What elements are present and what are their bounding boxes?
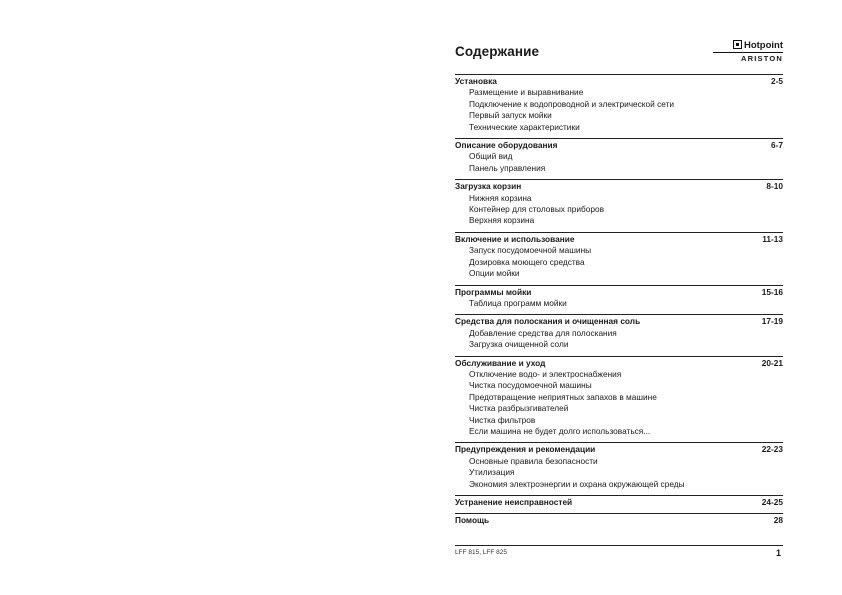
- toc-subitem[interactable]: Первый запуск мойки: [469, 110, 552, 121]
- toc-subitem[interactable]: Контейнер для столовых приборов: [469, 204, 604, 215]
- logo-wordmark: [705, 40, 783, 51]
- toc-section-title: Установка: [455, 76, 497, 86]
- toc-subitem[interactable]: Отключение водо- и электроснабжения: [469, 368, 622, 379]
- toc-section-title: Загрузка корзин: [455, 181, 522, 192]
- toc-section-pages: 11-13: [762, 233, 783, 244]
- toc-section: [455, 356, 783, 438]
- toc-section-title: Программы мойки: [455, 286, 532, 297]
- toc-section-header[interactable]: [455, 181, 783, 192]
- toc-section: [455, 74, 783, 133]
- page-title: Содержание: [455, 44, 540, 59]
- toc-subitem[interactable]: Предотвращение неприятных запахов в машине: [469, 391, 657, 402]
- toc-subitem[interactable]: Технические характеристики: [469, 121, 580, 132]
- toc-section-title: Включение и использование: [455, 233, 575, 244]
- toc-section-header[interactable]: [455, 358, 783, 369]
- toc-section-header[interactable]: [455, 287, 783, 298]
- toc-subitem[interactable]: Запуск посудомоечной машины: [469, 245, 592, 256]
- toc-section: [455, 285, 783, 310]
- logo-top-text: Hotpoint: [743, 40, 783, 51]
- toc-section-title: Описание оборудования: [455, 140, 558, 151]
- toc-section-pages: 24-25: [761, 497, 783, 507]
- toc-subitem[interactable]: Панель управления: [469, 162, 546, 173]
- brand-logo: [705, 40, 783, 64]
- toc-section-title: Обслуживание и уход: [455, 357, 546, 368]
- toc-subitem[interactable]: Общий вид: [469, 151, 513, 162]
- toc-subitem[interactable]: Дозировка моющего средства: [469, 256, 585, 267]
- logo-divider: [713, 52, 783, 53]
- toc-section-title: Предупреждения и рекомендации: [455, 444, 596, 455]
- toc-section: [455, 138, 783, 174]
- toc-subitem[interactable]: Основные правила безопасности: [469, 455, 598, 466]
- toc-section-header[interactable]: [455, 140, 783, 151]
- toc-section: [455, 232, 783, 280]
- toc-subitem[interactable]: Нижняя корзина: [469, 192, 532, 203]
- toc-subitem[interactable]: Верхняя корзина: [469, 215, 535, 226]
- toc-section-pages: 28: [773, 515, 783, 526]
- toc-subitem[interactable]: Загрузка очищенной соли: [469, 339, 569, 350]
- toc-section: [455, 513, 783, 526]
- toc-subitem[interactable]: Опции мойки: [469, 268, 520, 279]
- toc-subitem[interactable]: Размещение и выравнивание: [469, 87, 584, 98]
- toc-section: [455, 314, 783, 350]
- logo-bottom-text: ARISTON: [740, 54, 783, 63]
- toc-subitem[interactable]: Подключение к водопроводной и электрической сети: [469, 98, 674, 109]
- toc-section: [455, 179, 783, 227]
- toc-section-pages: 20-21: [761, 357, 783, 368]
- footer-model: LFF 815, LFF 825: [455, 549, 508, 556]
- toc-section-pages: 2-5: [771, 76, 783, 86]
- toc-subitem[interactable]: Если машина не будет долго использоваться...: [469, 425, 651, 436]
- toc-subitem[interactable]: Экономия электроэнергии и охрана окружающей среды: [469, 478, 685, 489]
- logo-square-icon: [733, 40, 742, 49]
- toc-section-pages: 6-7: [771, 140, 783, 151]
- toc-section-header[interactable]: [455, 444, 783, 455]
- toc-subitem[interactable]: Чистка разбрызгивателей: [469, 403, 569, 414]
- toc-section-title: Помощь: [455, 515, 490, 526]
- toc-section-title: Средства для полоскания и очищенная соль: [455, 316, 641, 327]
- toc-section-title: Устранение неисправностей: [455, 497, 573, 507]
- toc-subitem[interactable]: Таблица программ мойки: [469, 297, 567, 308]
- toc-subitem[interactable]: Утилизация: [469, 467, 515, 478]
- toc-subitem[interactable]: Чистка фильтров: [469, 414, 536, 425]
- toc-section: [455, 442, 783, 490]
- footer-divider: [455, 545, 783, 546]
- toc-section-header[interactable]: [455, 515, 783, 526]
- toc-section: [455, 495, 783, 508]
- toc-section-pages: 15-16: [761, 286, 783, 297]
- toc-section-header[interactable]: [455, 76, 783, 87]
- toc-section-pages: 22-23: [761, 444, 783, 455]
- toc-section-header[interactable]: [455, 316, 783, 327]
- toc-section-header[interactable]: [455, 234, 783, 245]
- toc-section-pages: 8-10: [766, 181, 783, 192]
- page-number: 1: [776, 548, 782, 558]
- table-of-contents: [455, 74, 783, 532]
- toc-section-header[interactable]: [455, 497, 783, 508]
- toc-section-pages: 17-19: [761, 316, 783, 327]
- toc-subitem[interactable]: Добавление средства для полоскания: [469, 327, 617, 338]
- toc-subitem[interactable]: Чистка посудомоечной машины: [469, 380, 592, 391]
